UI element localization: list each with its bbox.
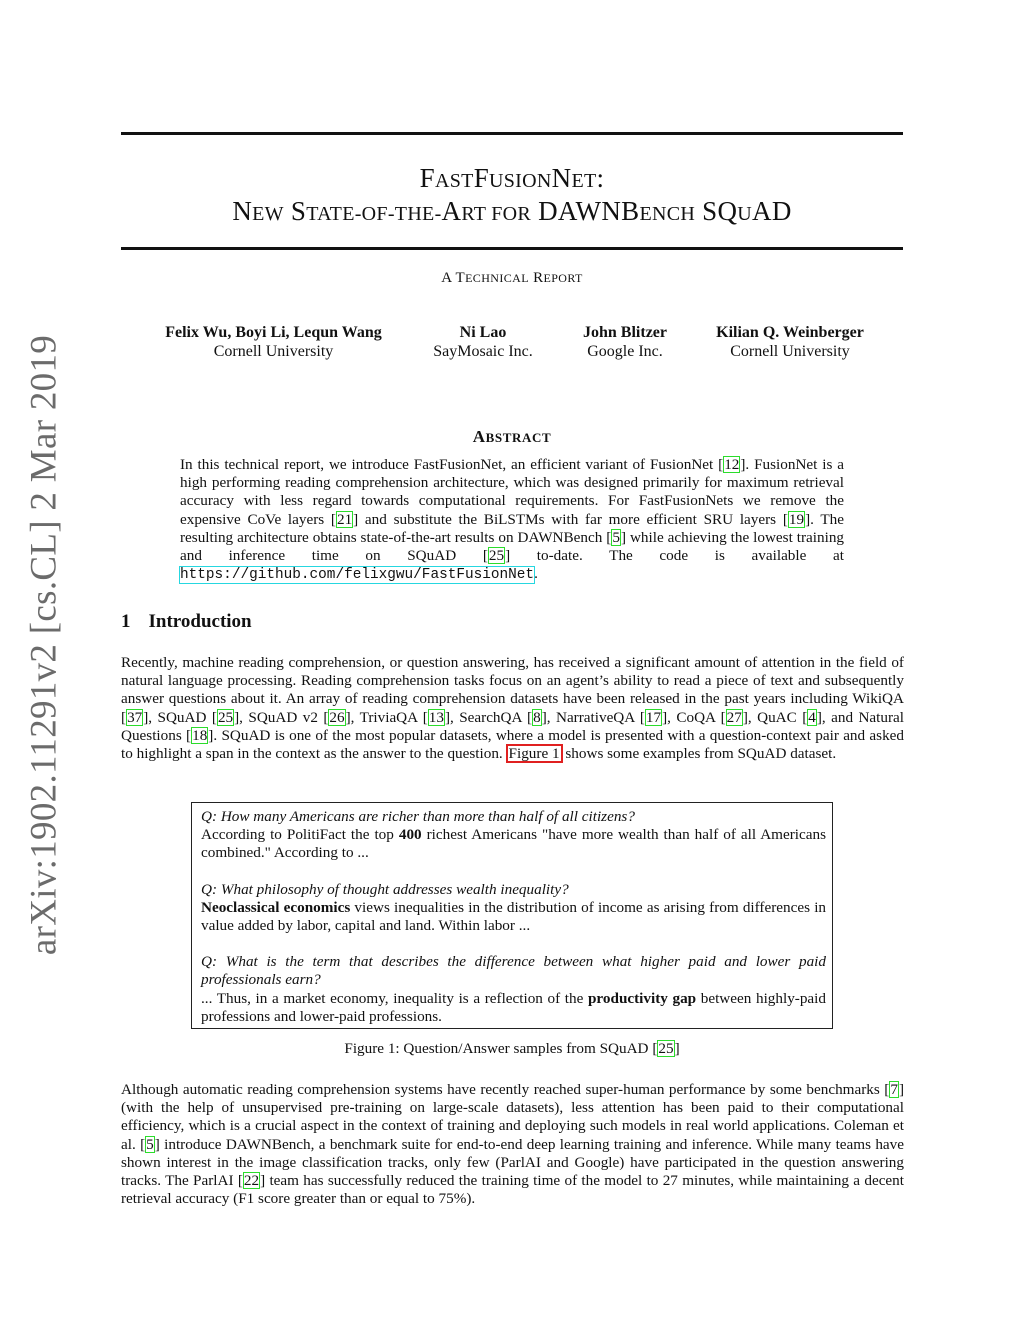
report-type-subtitle: A TECHNICAL REPORT [441, 270, 583, 286]
citation-link[interactable]: 25 [658, 1040, 674, 1057]
abstract-heading: ABSTRACT [472, 427, 552, 446]
citation-link[interactable]: 5 [612, 528, 620, 546]
author-affiliation: Google Inc. [587, 343, 663, 360]
author-block-1 [152, 323, 395, 361]
author-affiliation: Cornell University [213, 343, 334, 360]
citation-link[interactable]: 21 [336, 510, 353, 528]
answer-3: ... Thus, in a market economy, inequality is a reflection of the productivity gap between highly-paid professions and lower-paid professions. [201, 989, 826, 1025]
citation-link[interactable]: 18 [192, 726, 208, 744]
figure-1-reference-link[interactable]: Figure 1 [508, 745, 560, 763]
title-bottom-rule [121, 247, 903, 250]
citation-link[interactable]: 17 [645, 708, 662, 726]
github-url-link[interactable]: https://github.com/felixgwu/FastFusionNet [180, 567, 535, 584]
citation-link[interactable]: 8 [533, 708, 541, 726]
author-block-4 [704, 323, 876, 361]
citation-link[interactable]: 13 [428, 708, 444, 726]
answer-1: According to PolitiFact the top 400 richest Americans "have more wealth than half of all Americans combined." According to ... [201, 826, 826, 862]
author-affiliation: SayMosaic Inc. [433, 343, 533, 360]
author-block-3 [569, 323, 681, 361]
paper-title-line-1: FASTFUSIONNET: [419, 163, 605, 193]
question-1: Q: How many Americans are richer than more than half of all citizens? [201, 808, 635, 825]
citation-link[interactable]: 22 [243, 1172, 260, 1190]
citation-link[interactable]: 25 [217, 708, 234, 726]
author-block-2 [423, 323, 543, 361]
abstract-text: In this technical report, we introduce FastFusionNet, an efficient variant of FusionNet [12]. FusionNet is a high performing reading comprehension architecture, which was designed primarily for maximum retrieval accuracy with less regard towards computational requirements. For FastFusionNets we remove the expensive CoVe layers [21] and substitute the BiLSTMs with far more efficient SRU layers [19]. The resulting architecture obtains state-of-the-art results on DAWNBench [5] while achieving the lowest training and inference time on SQuAD [25] to-date. The code is available at https://github.com/felixgwu/FastFusionNet. [180, 456, 845, 584]
author-name: Felix Wu, Boyi Li, Lequn Wang [165, 324, 382, 341]
citation-link[interactable]: 26 [329, 708, 345, 726]
citation-link[interactable]: 5 [146, 1135, 154, 1153]
author-affiliation: Cornell University [730, 343, 850, 360]
answer-2: Neoclassical economics views inequalities in the distribution of income as arising from differences in value added by labor, capital and land. Within labor ... [201, 898, 827, 935]
citation-link[interactable]: 25 [488, 547, 505, 565]
figure-1-qa-box [191, 802, 833, 1029]
citation-link[interactable]: 7 [890, 1081, 898, 1098]
intro-paragraph-2: Although automatic reading comprehension systems have recently reached super-human performance by some benchmarks [7] (with the help of unsupervised pre-training on large-scale datasets), less attention has been paid to their computational efficiency, which is a crucial aspect in the context of training and deploying such models in real world applications. Coleman et al. [5] introduce DAWNBench, a benchmark suite for end-to-end deep learning training and inference. While many teams have shown interest in the image classification tracks, only few (ParlAI and Google) have participated in the question answering tracks. The ParlAI [22] team has successfully reduced the training time of the model to 27 minutes, while maintaining a decent retrieval accuracy (F1 score greater than or equal to 75%). [121, 1081, 904, 1208]
citation-link[interactable]: 27 [726, 708, 742, 726]
citation-link[interactable]: 19 [788, 510, 805, 528]
question-2: Q: What philosophy of thought addresses wealth inequality? [201, 880, 569, 898]
author-name: John Blitzer [583, 324, 667, 341]
section-heading-introduction: 1 Introduction [121, 611, 252, 632]
author-name: Kilian Q. Weinberger [716, 324, 864, 341]
intro-paragraph-1: Recently, machine reading comprehension, or question answering, has received a significant amount of attention in the field of natural language processing. Reading comprehension tasks focus on an agent’s ability to read a piece of text and subsequently answer questions about it. An array of reading comprehension datasets have been released in the past years including WikiQA [37], SQuAD [25], SQuAD v2 [26], TriviaQA [13], SearchQA [8], NarrativeQA [17], CoQA [27], QuAC [4], and Natural Questions [18]. SQuAD is one of the most popular datasets, where a model is presented with a question-context pair and asked to highlight a span in the context as the answer to the question. Figure 1 shows some examples from SQuAD dataset. [121, 654, 905, 763]
author-name: Ni Lao [459, 324, 507, 341]
citation-link[interactable]: 12 [724, 456, 740, 473]
title-top-rule [121, 132, 903, 135]
figure-1-caption: Figure 1: Question/Answer samples from SQuAD [25] [344, 1040, 680, 1057]
arxiv-identifier-stamp: arXiv:1902.11291v2 [cs.CL] 2 Mar 2019 [23, 334, 65, 956]
citation-link[interactable]: 4 [808, 708, 816, 726]
citation-link[interactable]: 37 [127, 708, 143, 726]
paper-title-line-2: NEW STATE-OF-THE-ART FOR DAWNBENCH SQUAD [232, 196, 792, 226]
question-3: Q: What is the term that describes the difference between what higher paid and lower paid professionals earn? [201, 953, 826, 989]
